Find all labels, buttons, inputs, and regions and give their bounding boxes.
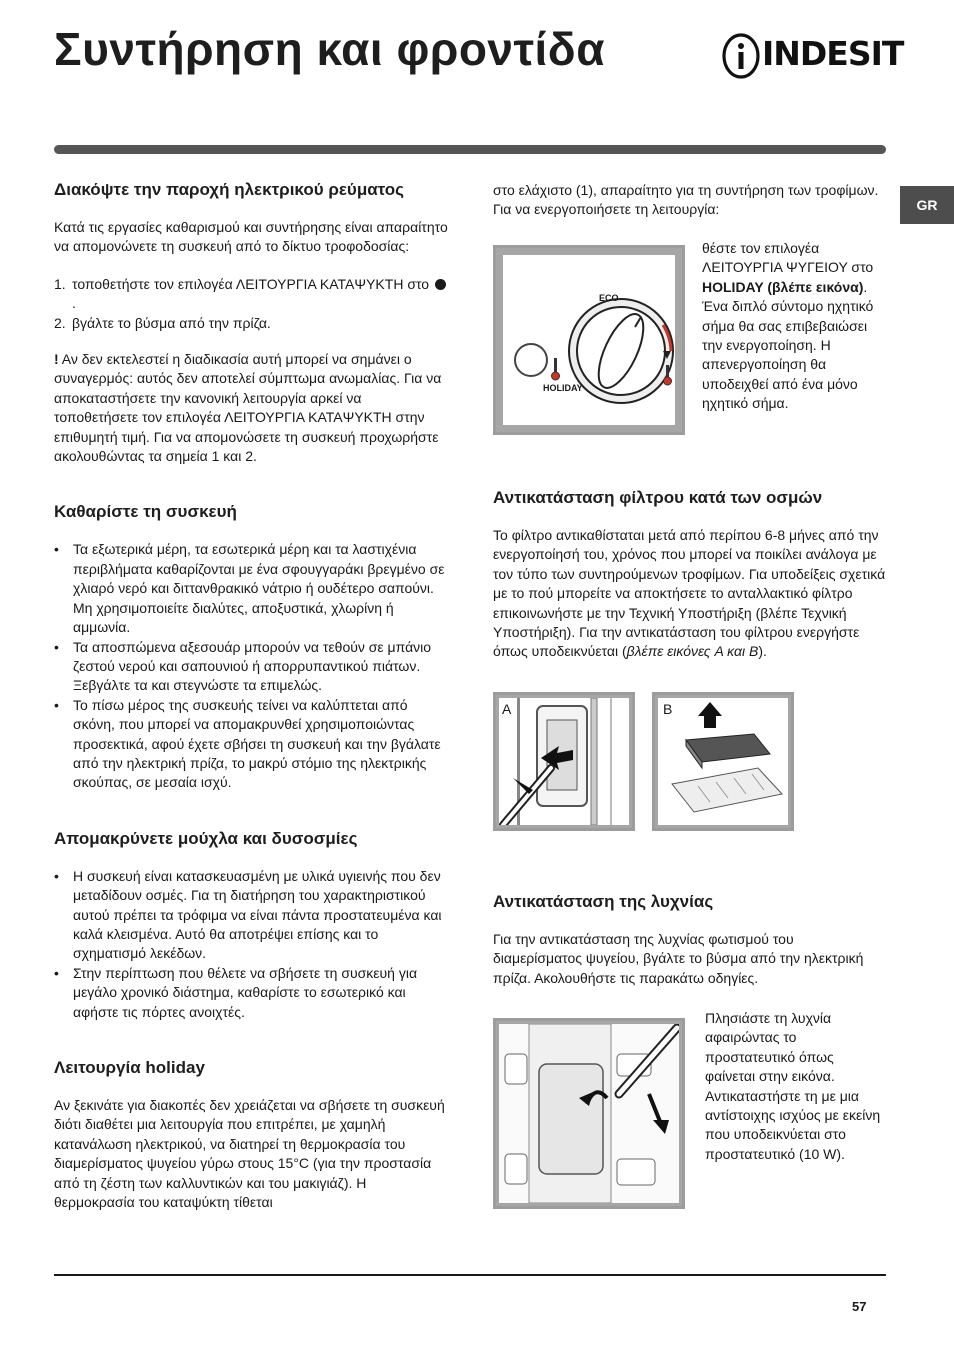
- step-text-end: .: [72, 295, 76, 312]
- list-item: • Το πίσω μέρος της συσκευής τείνει να καλύπτεται από σκόνη, που μπορεί να απομακρυνθεί χρησιμοποιώντας προσεκτικά, αφού έχετε σβήσει τη συσκευή και την βγάλατε από την ηλεκτρική πρίζα, το μακρύ στόμιο της ηλεκτρικής σκούπας, σε μεσαία ισχύ.: [54, 696, 449, 793]
- thermostat-dial-illustration: [503, 255, 675, 425]
- left-column: [54, 178, 449, 1212]
- lamp-instructions: Πλησιάστε τη λυχνία αφαιρώντας το προστατευτικό όπως φαίνεται στην εικόνα. Αντικαταστήστε τη με μια αντίστοιχης ισχύος με εκείνη που υποδεικνύεται στο προστατευτικό (10 W).: [705, 1010, 881, 1162]
- lamp-figure: [493, 1018, 685, 1209]
- step-number: 2.: [54, 314, 66, 331]
- logo-i-circle-icon: [722, 32, 762, 80]
- eco-label: ECO: [599, 293, 619, 303]
- power-step-2: [54, 314, 449, 333]
- clean-list: [54, 540, 449, 792]
- brand-name: INDESIT: [762, 34, 904, 73]
- page-number: 57: [852, 1299, 867, 1314]
- filter-cartridge-illustration: [658, 698, 788, 825]
- mould-list: [54, 867, 449, 1022]
- filled-circle-icon: [435, 279, 446, 290]
- holiday-continuation: στο ελάχιστο (1), απαραίτητο για τη συντήρηση των τροφίμων. Για να ενεργοποιήσετε τη λειτουργία:: [493, 182, 879, 218]
- holiday-instructions: [702, 239, 886, 414]
- power-intro: Κατά τις εργασίες καθαρισμού και συντήρησης είναι απαραίτητο να απομονώνετε τη συσκευή από το δίκτυο τροφοδοσίας:: [54, 219, 448, 255]
- list-item: • Η συσκευή είναι κατασκευασμένη με υλικά υγιεινής που δεν μεταδίδουν οσμές. Για τη διατήρηση του χαρακτηριστικού αυτού πρέπει τα τρόφιμα να είναι πάντα προστατευμένα και καλά κλεισμένα. Αυτό θα αποτρέψει επίσης και το σχηματισμό λεκέδων.: [54, 867, 449, 964]
- step-text: βγάλτε το βύσμα από την πρίζα.: [72, 314, 271, 331]
- section-heading-power: Διακόψτε την παροχή ηλεκτρικού ρεύματος: [54, 180, 405, 199]
- warning-mark: !: [54, 351, 59, 368]
- header-divider: [54, 145, 886, 154]
- right-column: [493, 181, 886, 220]
- page-title: Συντήρηση και φροντίδα: [54, 23, 605, 75]
- section-heading-mould: Απομακρύνετε μούχλα και δυσοσμίες: [54, 828, 358, 848]
- holiday-label: HOLIDAY: [543, 383, 583, 393]
- instruction-bold: HOLIDAY (βλέπε εικόνα): [702, 278, 864, 295]
- holiday-dial-figure: [493, 245, 685, 435]
- warning-text: Αν δεν εκτελεστεί η διαδικασία αυτή μπορεί να σημάνει ο συναγερμός: αυτός δεν αποτελεί σύμπτωμα ανωμαλίας. Για να αποκαταστήσετε την κανονική λειτουργία αρκεί να τοποθετήσετε τον επιλογέα ΛΕΙΤΟΥΡΓΙΑ ΚΑΤΑΨΥΚΤΗ στην επιθυμητή τιμή. Για να απομονώσετε τη συσκευή προχωρήστε ακολουθώντας τα σημεία 1 και 2.: [54, 351, 442, 465]
- section-heading-filter: Αντικατάσταση φίλτρου κατά των οσμών: [493, 488, 823, 507]
- list-item: • Τα αποσπώμενα αξεσουάρ μπορούν να τεθούν σε μπάνιο ζεστού νερού και σαπουνιού ή απορρυπαντικού πιάτων. Ξεβγάλτε τα και στεγνώστε τα επιμελώς.: [54, 638, 449, 696]
- filter-figure-b: [652, 692, 794, 831]
- filter-section: [493, 486, 886, 662]
- list-item: • Στην περίπτωση που θέλετε να σβήσετε τη συσκευή για μεγάλο χρονικό διάστημα, καθαρίστε το εσωτερικό και αφήστε τις πόρτες ανοιχτές.: [54, 964, 449, 1022]
- filter-removal-illustration: [499, 698, 629, 825]
- section-heading-lamp: Αντικατάσταση της λυχνίας: [493, 892, 714, 911]
- section-heading-clean: Καθαρίστε τη συσκευή: [54, 502, 237, 522]
- lamp-text: Για την αντικατάσταση της λυχνίας φωτισμού του διαμερίσματος ψυγείου, βγάλτε το βύσμα από την ηλεκτρική πρίζα. Ακολουθήστε τις παρακάτω οδηγίες.: [493, 931, 864, 986]
- figure-a-label: A: [502, 701, 512, 717]
- filter-text-figref: βλέπε εικόνες A και B: [626, 643, 759, 660]
- language-tab: GR: [900, 186, 954, 224]
- filter-text-end: ).: [758, 643, 767, 660]
- list-item: • Τα εξωτερικά μέρη, τα εσωτερικά μέρη και τα λαστιχένια περιβλήματα καθαρίζονται με ένα σφουγγαράκι βρεγμένο σε χλιαρό νερό και διττανθρακικό νάτριο ή ουδέτερο σαπούνι. Μη χρησιμοποιείτε διαλύτες, αποξυστικά, χλωρίνη ή αμμωνία.: [54, 540, 449, 637]
- instruction-text: θέστε τον επιλογέα ΛΕΙΤΟΥΡΓΙΑ ΨΥΓΕΙΟΥ στο: [702, 240, 874, 276]
- step-number: 1.: [54, 275, 66, 292]
- power-warning: [54, 350, 449, 466]
- footer-divider: [54, 1274, 886, 1276]
- step-text: τοποθετήστε τον επιλογέα ΛΕΙΤΟΥΡΓΙΑ ΚΑΤΑΨΥΚΤΗ στο: [72, 275, 430, 292]
- lamp-section: [493, 890, 886, 988]
- power-step-1: [54, 275, 449, 314]
- instruction-beep: Ένα διπλό σύντομο ηχητικό σήμα θα σας επιβεβαιώσει την ενεργοποίηση. Η απενεργοποίηση θα υποδειχθεί από ένα μόνο ηχητικό σήμα.: [702, 298, 874, 412]
- brand-logo: [722, 32, 904, 80]
- instruction-text-end: .: [863, 278, 868, 295]
- lamp-cover-illustration: [499, 1024, 679, 1203]
- figure-b-label: B: [663, 701, 673, 717]
- holiday-text: Αν ξεκινάτε για διακοπές δεν χρειάζεται να σβήσετε τη συσκευή διότι διαθέτει μια λειτουργία που επιτρέπει, με χαμηλή κατανάλωση ηλεκτρικού, να διατηρεί τη θερμοκρασία του διαμερίσματος ψυγείου γύρω στους 15°C (για την προστασία από τη ζέστη των καλλυντικών και του μακιγιάζ). Η θερμοκρασία του καταψύκτη τίθεται: [54, 1097, 445, 1211]
- filter-figure-a: [493, 692, 635, 831]
- filter-text: [493, 526, 886, 662]
- filter-text-main: Το φίλτρο αντικαθίσταται μετά από περίπου 6-8 μήνες από την ενεργοποίησή του, χρόνος που μπορεί να ποικίλει ανάλογα με τον τύπο των συντηρούμενων τροφίμων. Για υποδείξεις σχετικά με το πού μπορείτε να αποκτήσετε το ανταλλακτικό φίλτρο επικοινωνήστε με την Τεχνική Υποστήριξη (βλέπε Τεχνική Υποστήριξη). Για την αντικατάσταση του φίλτρου ενεργήστε όπως υποδεικνύεται (: [493, 527, 886, 660]
- section-heading-holiday: Λειτουργία holiday: [54, 1058, 205, 1077]
